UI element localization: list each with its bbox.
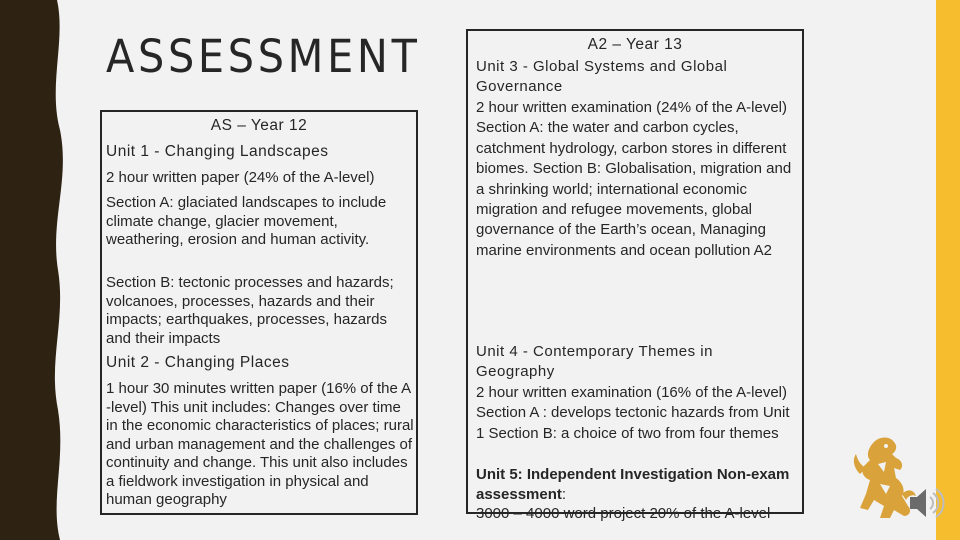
- unit5-heading: [476, 465, 798, 506]
- slide-title: ASSESSMENT: [106, 30, 421, 83]
- left-decorative-border: [0, 0, 70, 540]
- unit1-section-b: Section B: tectonic processes and hazards; volcanoes, processes, hazards and their impacts; earthquakes, processes, hazards and their impacts: [106, 274, 394, 347]
- unit3-body: 2 hour written examination (24% of the A-level) Section A: the water and carbon cycles, catchment hydrology, carbon stores in different biomes. Section B: Globalisation, migration and a shrinking world; international economic migration and refugee movements, global governance of the Earth’s ocean, Managing marine environments and ocean pollution A2: [476, 99, 792, 259]
- unit2-title: Unit 2 - Changing Places: [106, 354, 290, 371]
- unit4-title: Unit 4 - Contemporary Themes in Geography: [476, 343, 713, 381]
- unit1-section-a: Section A: glaciated landscapes to include climate change, glacier movement, weathering, erosion and human activity.: [106, 194, 387, 248]
- unit1-format: 2 hour written paper (24% of the A-level): [106, 169, 375, 186]
- accent-bar: [936, 0, 960, 540]
- unit2-body: 1 hour 30 minutes written paper (16% of the A -level) This unit includes: Changes over time in the economic characteristics of places; rural and urban management and the challenges of continuity and change. This unit also includes a fieldwork investigation in physical and human geography: [106, 380, 414, 508]
- a2-panel-heading: A2 – Year 13: [587, 36, 683, 53]
- speaker-icon[interactable]: [900, 480, 946, 526]
- a2-year13-panel: [466, 29, 804, 514]
- unit5-title: Unit 5: Independent Investigation Non-exam assessment: [476, 466, 790, 504]
- as-year12-panel: [100, 110, 418, 515]
- as-panel-heading: AS – Year 12: [210, 117, 308, 134]
- unit5-body-clip: [474, 504, 800, 540]
- unit4-body: 2 hour written examination (16% of the A-level) Section A : develops tectonic hazards from Unit 1 Section B: a choice of two from four themes: [476, 384, 790, 442]
- unit5-body: 3000 – 4000 word project 20% of the A-level: [476, 505, 771, 522]
- unit5-title-colon: :: [561, 486, 567, 504]
- unit3-title: Unit 3 - Global Systems and Global Governance: [476, 58, 728, 96]
- unit1-title: Unit 1 - Changing Landscapes: [106, 143, 329, 160]
